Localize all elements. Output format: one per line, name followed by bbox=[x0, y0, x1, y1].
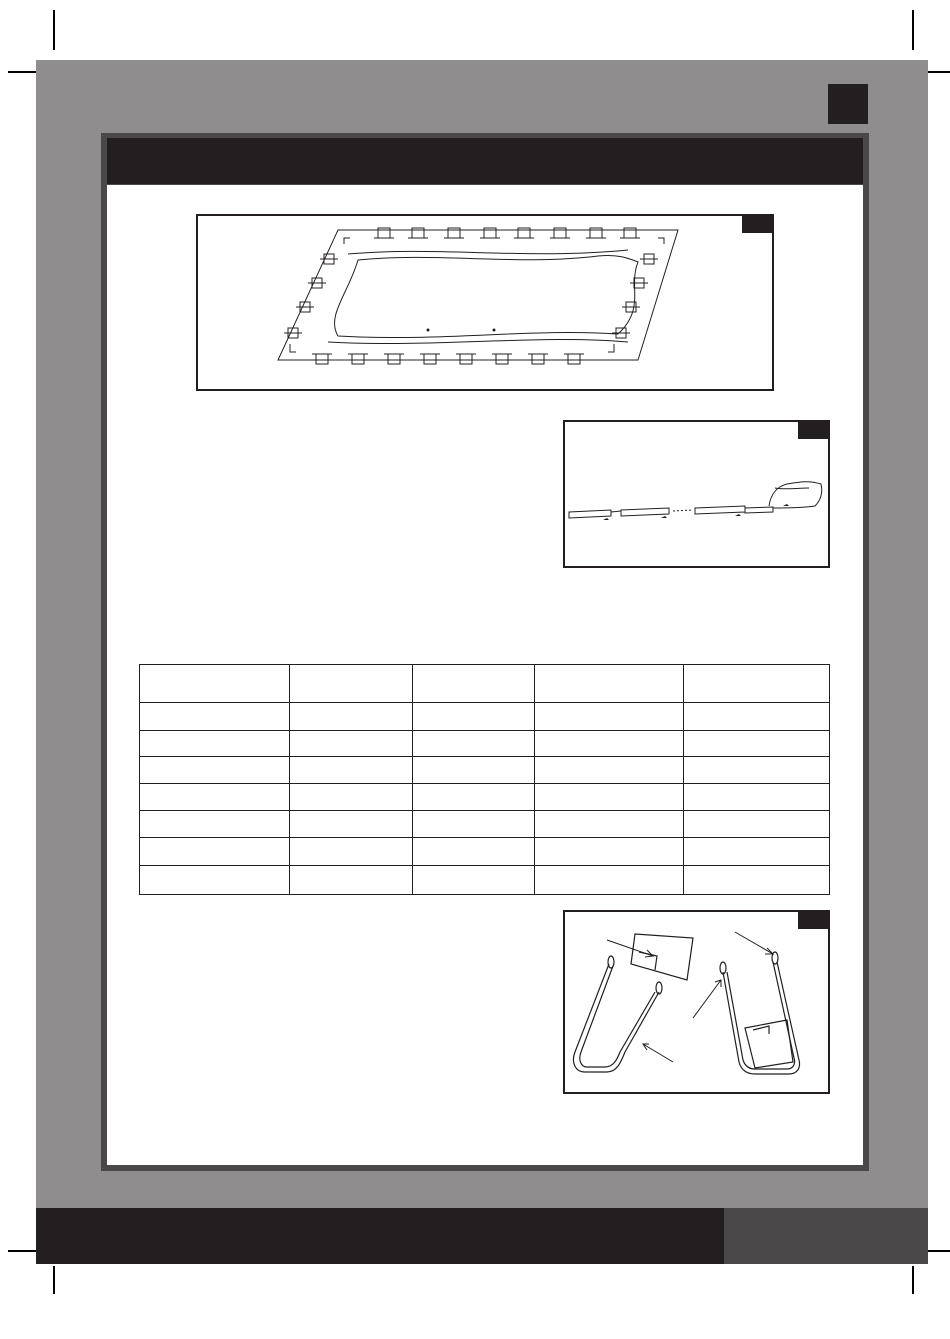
table-cell bbox=[140, 865, 290, 894]
table-cell bbox=[140, 783, 290, 810]
crop-mark bbox=[8, 1250, 36, 1252]
spec-table bbox=[139, 664, 830, 895]
table-header-cell bbox=[140, 665, 290, 703]
table-header-cell bbox=[535, 665, 684, 703]
table-row bbox=[140, 783, 830, 810]
crop-mark bbox=[53, 1266, 55, 1294]
table-cell bbox=[413, 756, 535, 783]
footer-tab bbox=[724, 1208, 928, 1264]
table-cell bbox=[290, 703, 413, 731]
table-cell bbox=[413, 865, 535, 894]
table-cell bbox=[413, 783, 535, 810]
table-row bbox=[140, 838, 830, 865]
table-cell bbox=[140, 703, 290, 731]
table-header-cell bbox=[290, 665, 413, 703]
table-cell bbox=[535, 811, 684, 838]
figure-pool-liner bbox=[196, 214, 774, 391]
table-row bbox=[140, 703, 830, 731]
table-row bbox=[140, 865, 830, 894]
table-cell bbox=[684, 731, 830, 756]
table-cell bbox=[290, 783, 413, 810]
table-header-cell bbox=[684, 665, 830, 703]
page-number-badge bbox=[828, 84, 868, 124]
table-row bbox=[140, 756, 830, 783]
table-cell bbox=[290, 838, 413, 865]
table-cell bbox=[413, 838, 535, 865]
section-header-bar bbox=[107, 138, 863, 184]
beam-assembly-illustration bbox=[565, 422, 828, 566]
table-header-cell bbox=[413, 665, 535, 703]
table-cell bbox=[535, 731, 684, 756]
crop-mark bbox=[912, 1266, 914, 1294]
table-cell bbox=[140, 811, 290, 838]
table-cell bbox=[535, 865, 684, 894]
u-frame-illustration bbox=[565, 912, 828, 1092]
crop-mark bbox=[912, 10, 914, 50]
table-row bbox=[140, 731, 830, 756]
table-header-row bbox=[140, 665, 830, 703]
table-cell bbox=[684, 703, 830, 731]
table-cell bbox=[684, 865, 830, 894]
table-row bbox=[140, 811, 830, 838]
table-cell bbox=[140, 756, 290, 783]
table-cell bbox=[413, 731, 535, 756]
table-cell bbox=[290, 865, 413, 894]
pool-liner-illustration bbox=[198, 216, 772, 389]
table-cell bbox=[684, 783, 830, 810]
table-cell bbox=[684, 838, 830, 865]
table-cell bbox=[413, 811, 535, 838]
table-cell bbox=[684, 756, 830, 783]
table-cell bbox=[290, 756, 413, 783]
table-cell bbox=[535, 783, 684, 810]
table-cell bbox=[290, 731, 413, 756]
crop-mark bbox=[8, 71, 36, 73]
table-cell bbox=[140, 838, 290, 865]
table-cell bbox=[140, 731, 290, 756]
table-cell bbox=[290, 811, 413, 838]
figure-beam-assembly bbox=[563, 420, 830, 568]
table-cell bbox=[535, 756, 684, 783]
figure-u-frame-assembly bbox=[563, 910, 830, 1094]
crop-mark bbox=[53, 10, 55, 50]
table-cell bbox=[684, 811, 830, 838]
footer-bar bbox=[36, 1208, 724, 1264]
table-cell bbox=[535, 838, 684, 865]
table-cell bbox=[413, 703, 535, 731]
table-cell bbox=[535, 703, 684, 731]
